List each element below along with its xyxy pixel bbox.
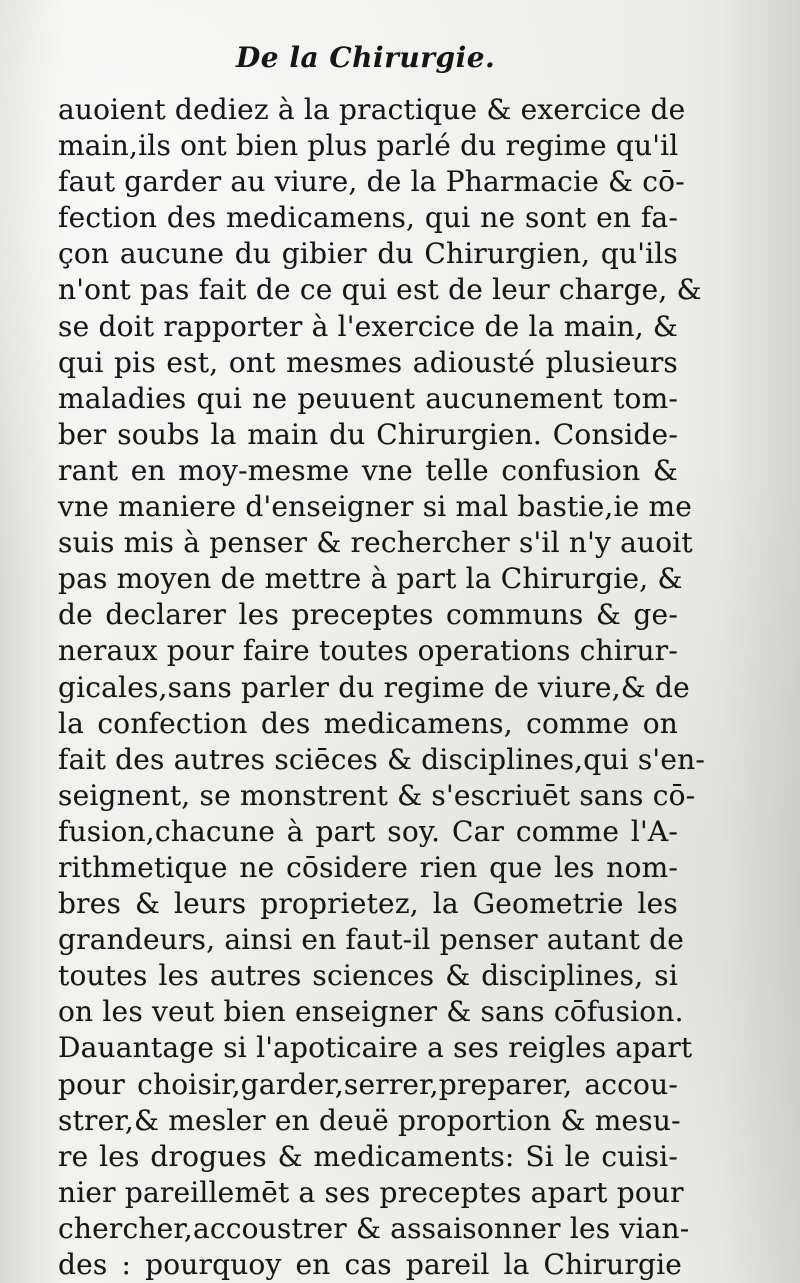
text-line: auoient dediez à la practique & exercice de (58, 93, 686, 126)
text-line: seignent, se monstrent & s'escriuēt sans cō- (58, 778, 696, 812)
text-line: des : pourquoy en cas pareil la Chirurgie (58, 1248, 682, 1281)
text-line: maladies qui ne peuuent aucunement tom- (58, 381, 678, 415)
text-line: suis mis à penser & rechercher s'il n'y auoit (58, 526, 693, 560)
text-line: toutes les autres sciences & disciplines, si (58, 959, 678, 993)
running-head: De la Chirurgie. (236, 41, 496, 74)
text-line: ber soubs la main du Chirurgien. Conside- (58, 417, 678, 451)
text-line: rant en moy-mesme vne telle confusion & (58, 453, 678, 487)
text-line: la confection des medicamens, comme on (58, 706, 678, 740)
text-line: bres & leurs proprietez, la Geometrie les (58, 887, 678, 921)
text-line: nier pareillemēt a ses preceptes apart pour (58, 1175, 684, 1209)
text-line: vne maniere d'enseigner si mal bastie,ie me (58, 490, 693, 524)
text-line: strer,& mesler en deuë proportion & mesu- (58, 1103, 681, 1137)
text-line: pas moyen de mettre à part la Chirurgie, & (58, 562, 683, 596)
text-line: de declarer les preceptes communs & ge- (58, 598, 678, 632)
text-line: main,ils ont bien plus parlé du regime qu'il (58, 129, 679, 163)
text-line: gicales,sans parler du regime de viure,& de (58, 670, 690, 704)
text-line: se doit rapporter à l'exercice de la main, & (58, 309, 679, 343)
text-line: çon aucune du gibier du Chirurgien, qu'ils (58, 237, 678, 271)
text-line: pour choisir,garder,serrer,preparer, accou- (58, 1067, 678, 1101)
text-line: rithmetique ne cōsidere rien que les nom- (58, 850, 678, 884)
text-line: Dauantage si l'apoticaire a ses reigles apart (58, 1031, 693, 1065)
text-line: on les veut bien enseigner & sans cōfusion. (58, 995, 684, 1029)
text-line: n'ont pas fait de ce qui est de leur charge, & (58, 273, 702, 307)
text-line: grandeurs, ainsi en faut-il penser autant de (58, 923, 685, 957)
text-line: fusion,chacune à part soy. Car comme l'A- (58, 814, 678, 848)
text-line: qui pis est, ont mesmes adiousté plusieurs (58, 345, 678, 379)
text-line: fait des autres sciēces & disciplines,qui s'en- (58, 742, 705, 776)
text-line: faut garder au viure, de la Pharmacie & cō- (58, 165, 685, 199)
text-line: re les drogues & medicaments: Si le cuisi- (58, 1139, 678, 1173)
main-text-block (58, 92, 705, 1283)
text-line: fection des medicamens, qui ne sont en fa- (58, 201, 678, 235)
page-edge-shadow (722, 0, 800, 1283)
text-line: neraux pour faire toutes operations chirur- (58, 634, 678, 668)
text-line: chercher,accoustrer & assaisonner les vian- (58, 1211, 690, 1245)
